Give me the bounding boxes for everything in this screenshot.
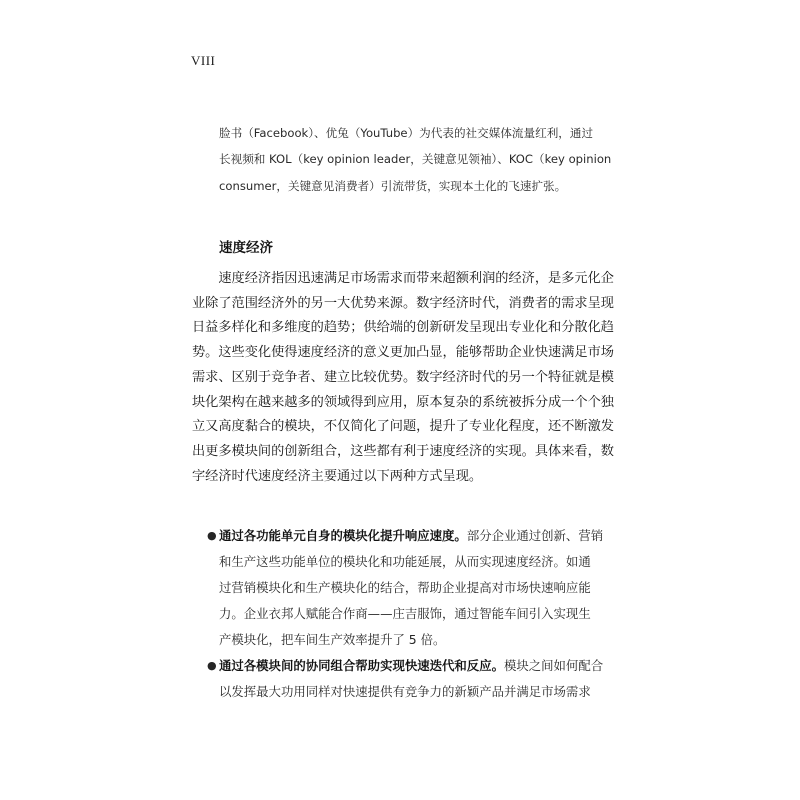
body-line: 速度经济指因迅速满足市场需求而带来超额利润的经济，是多元化企 bbox=[192, 271, 614, 286]
bullet-line: 和生产这些功能单位的模块化和功能延展，从而实现速度经济。如通 bbox=[219, 554, 591, 569]
bullet-line: 产模块化，把车间生产效率提升了 5 倍。 bbox=[219, 632, 446, 647]
bullet-list bbox=[207, 523, 607, 705]
quote-line: consumer，关键意见消费者）引流带货，实现本土化的飞速扩张。 bbox=[219, 178, 567, 193]
bullet-dot-icon: ● bbox=[207, 529, 217, 542]
body-paragraph bbox=[192, 267, 614, 489]
bullet-line: 过营销模块化和生产模块化的结合，帮助企业提高对市场快速响应能 bbox=[219, 580, 591, 595]
page-number: VIII bbox=[191, 53, 216, 68]
quote-paragraph bbox=[219, 120, 612, 199]
body-line: 需求、区别于竞争者、建立比较优势。数字经济时代的另一个特征就是模 bbox=[192, 369, 614, 385]
quote-line: 长视频和 KOL（key opinion leader，关键意见领袖）、KOC（key opinion bbox=[219, 152, 612, 167]
body-line: 块化架构在越来越多的领域得到应用，原本复杂的系统被拆分成一个个独 bbox=[192, 394, 614, 410]
bullet-first-line bbox=[207, 523, 607, 549]
body-line: 立又高度黏合的模块，不仅简化了问题，提升了专业化程度，还不断激发 bbox=[192, 419, 614, 435]
bullet-text: 模块之间如何配合 bbox=[503, 658, 604, 673]
bullet-item bbox=[207, 653, 607, 705]
quote-line: 脸书（Facebook）、优兔（YouTube）为代表的社交媒体流量红利，通过 bbox=[219, 126, 594, 140]
body-line: 业除了范围经济外的另一大优势来源。数字经济时代，消费者的需求呈现 bbox=[192, 295, 614, 311]
body-line: 出更多模块间的创新组合，这些都有利于速度经济的实现。具体来看，数 bbox=[192, 443, 614, 459]
bullet-lead: 通过各模块间的协同组合帮助实现快速迭代和反应。 bbox=[219, 658, 504, 673]
section-heading: 速度经济 bbox=[219, 240, 273, 256]
bullet-line: 力。企业衣邦人赋能合作商——庄吉服饰，通过智能车间引入实现生 bbox=[219, 606, 591, 621]
body-line: 日益多样化和多维度的趋势；供给端的创新研发呈现出专业化和分散化趋 bbox=[192, 320, 614, 336]
bullet-dot-icon: ● bbox=[207, 659, 217, 672]
bullet-line: 以发挥最大功用同样对快速提供有竞争力的新颖产品并满足市场需求 bbox=[219, 684, 591, 699]
body-line: 势。这些变化使得速度经济的意义更加凸显，能够帮助企业快速满足市场 bbox=[192, 345, 614, 361]
bullet-lead: 通过各功能单元自身的模块化提升响应速度。 bbox=[219, 528, 467, 543]
body-line: 字经济时代速度经济主要通过以下两种方式呈现。 bbox=[192, 468, 483, 484]
bullet-text: 部分企业通过创新、营销 bbox=[466, 528, 604, 543]
bullet-item bbox=[207, 523, 607, 653]
bullet-first-line bbox=[207, 653, 607, 679]
